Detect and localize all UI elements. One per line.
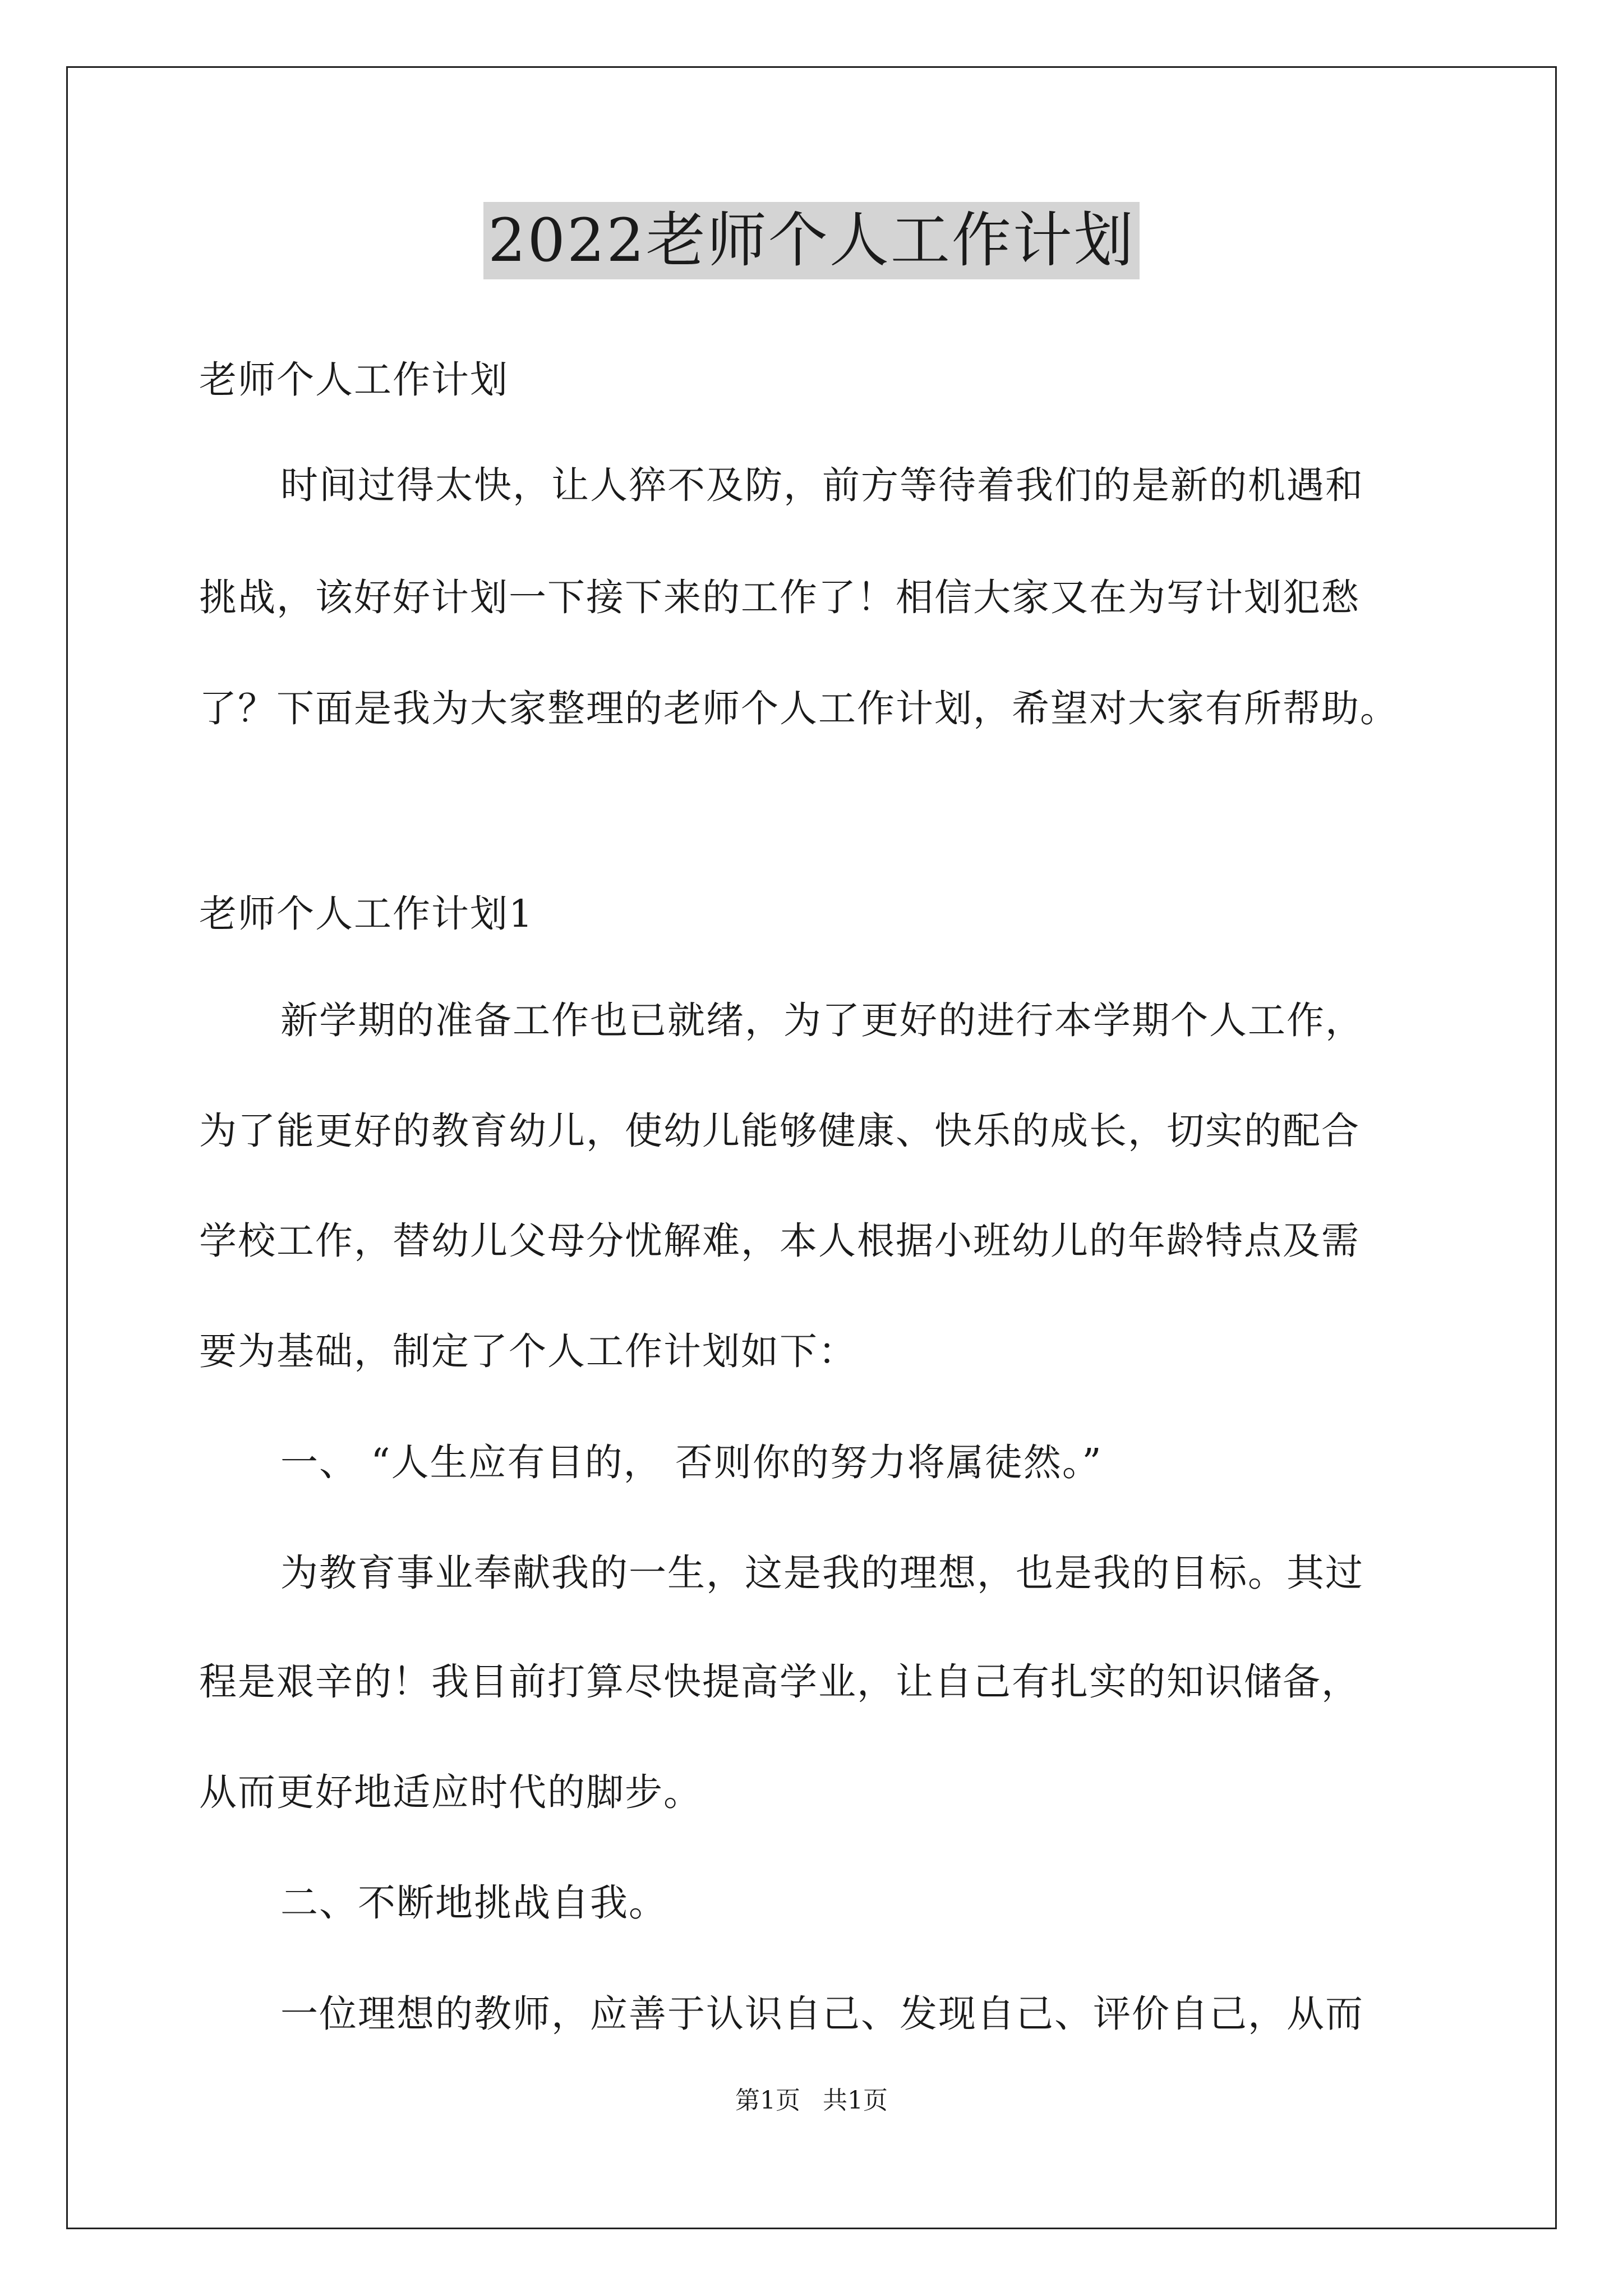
page-number-total: 共1页 — [823, 2086, 888, 2115]
section-heading: 老师个人工作计划 — [199, 358, 509, 402]
paragraph-line: 一位理想的教师，应善于认识自己、发现自己、评价自己，从而 — [280, 1992, 1364, 2036]
subheading-line: 一、 “人生应有目的， 否则你的努力将属徒然。” — [280, 1441, 1103, 1484]
paragraph-line: 新学期的准备工作也已就绪，为了更好的进行本学期个人工作， — [280, 999, 1364, 1042]
paragraph-line: 为教育事业奉献我的一生，这是我的理想，也是我的目标。其过 — [280, 1551, 1364, 1595]
section-heading: 老师个人工作计划1 — [199, 892, 534, 936]
paragraph-line: 挑战，该好好计划一下接下来的工作了！相信大家又在为写计划犯愁 — [199, 576, 1360, 619]
paragraph-line: 了？下面是我为大家整理的老师个人工作计划，希望对大家有所帮助。 — [199, 687, 1399, 730]
paragraph-line: 从而更好地适应时代的脚步。 — [199, 1770, 702, 1814]
page-number-current: 第1页 — [735, 2086, 800, 2115]
document-title: 2022老师个人工作计划 — [483, 202, 1140, 279]
paragraph-line: 程是艰辛的！我目前打算尽快提高学业，让自己有扎实的知识储备， — [199, 1660, 1360, 1704]
paragraph-line: 为了能更好的教育幼儿，使幼儿能够健康、快乐的成长，切实的配合 — [199, 1109, 1360, 1153]
subheading-line: 二、不断地挑战自我。 — [280, 1881, 667, 1925]
paragraph-line: 要为基础，制定了个人工作计划如下： — [199, 1329, 857, 1373]
title-container — [0, 202, 1623, 279]
paragraph-line: 学校工作，替幼儿父母分忧解难，本人根据小班幼儿的年龄特点及需 — [199, 1219, 1360, 1263]
page-footer — [0, 2084, 1623, 2118]
paragraph-line: 时间过得太快，让人猝不及防，前方等待着我们的是新的机遇和 — [280, 463, 1364, 507]
